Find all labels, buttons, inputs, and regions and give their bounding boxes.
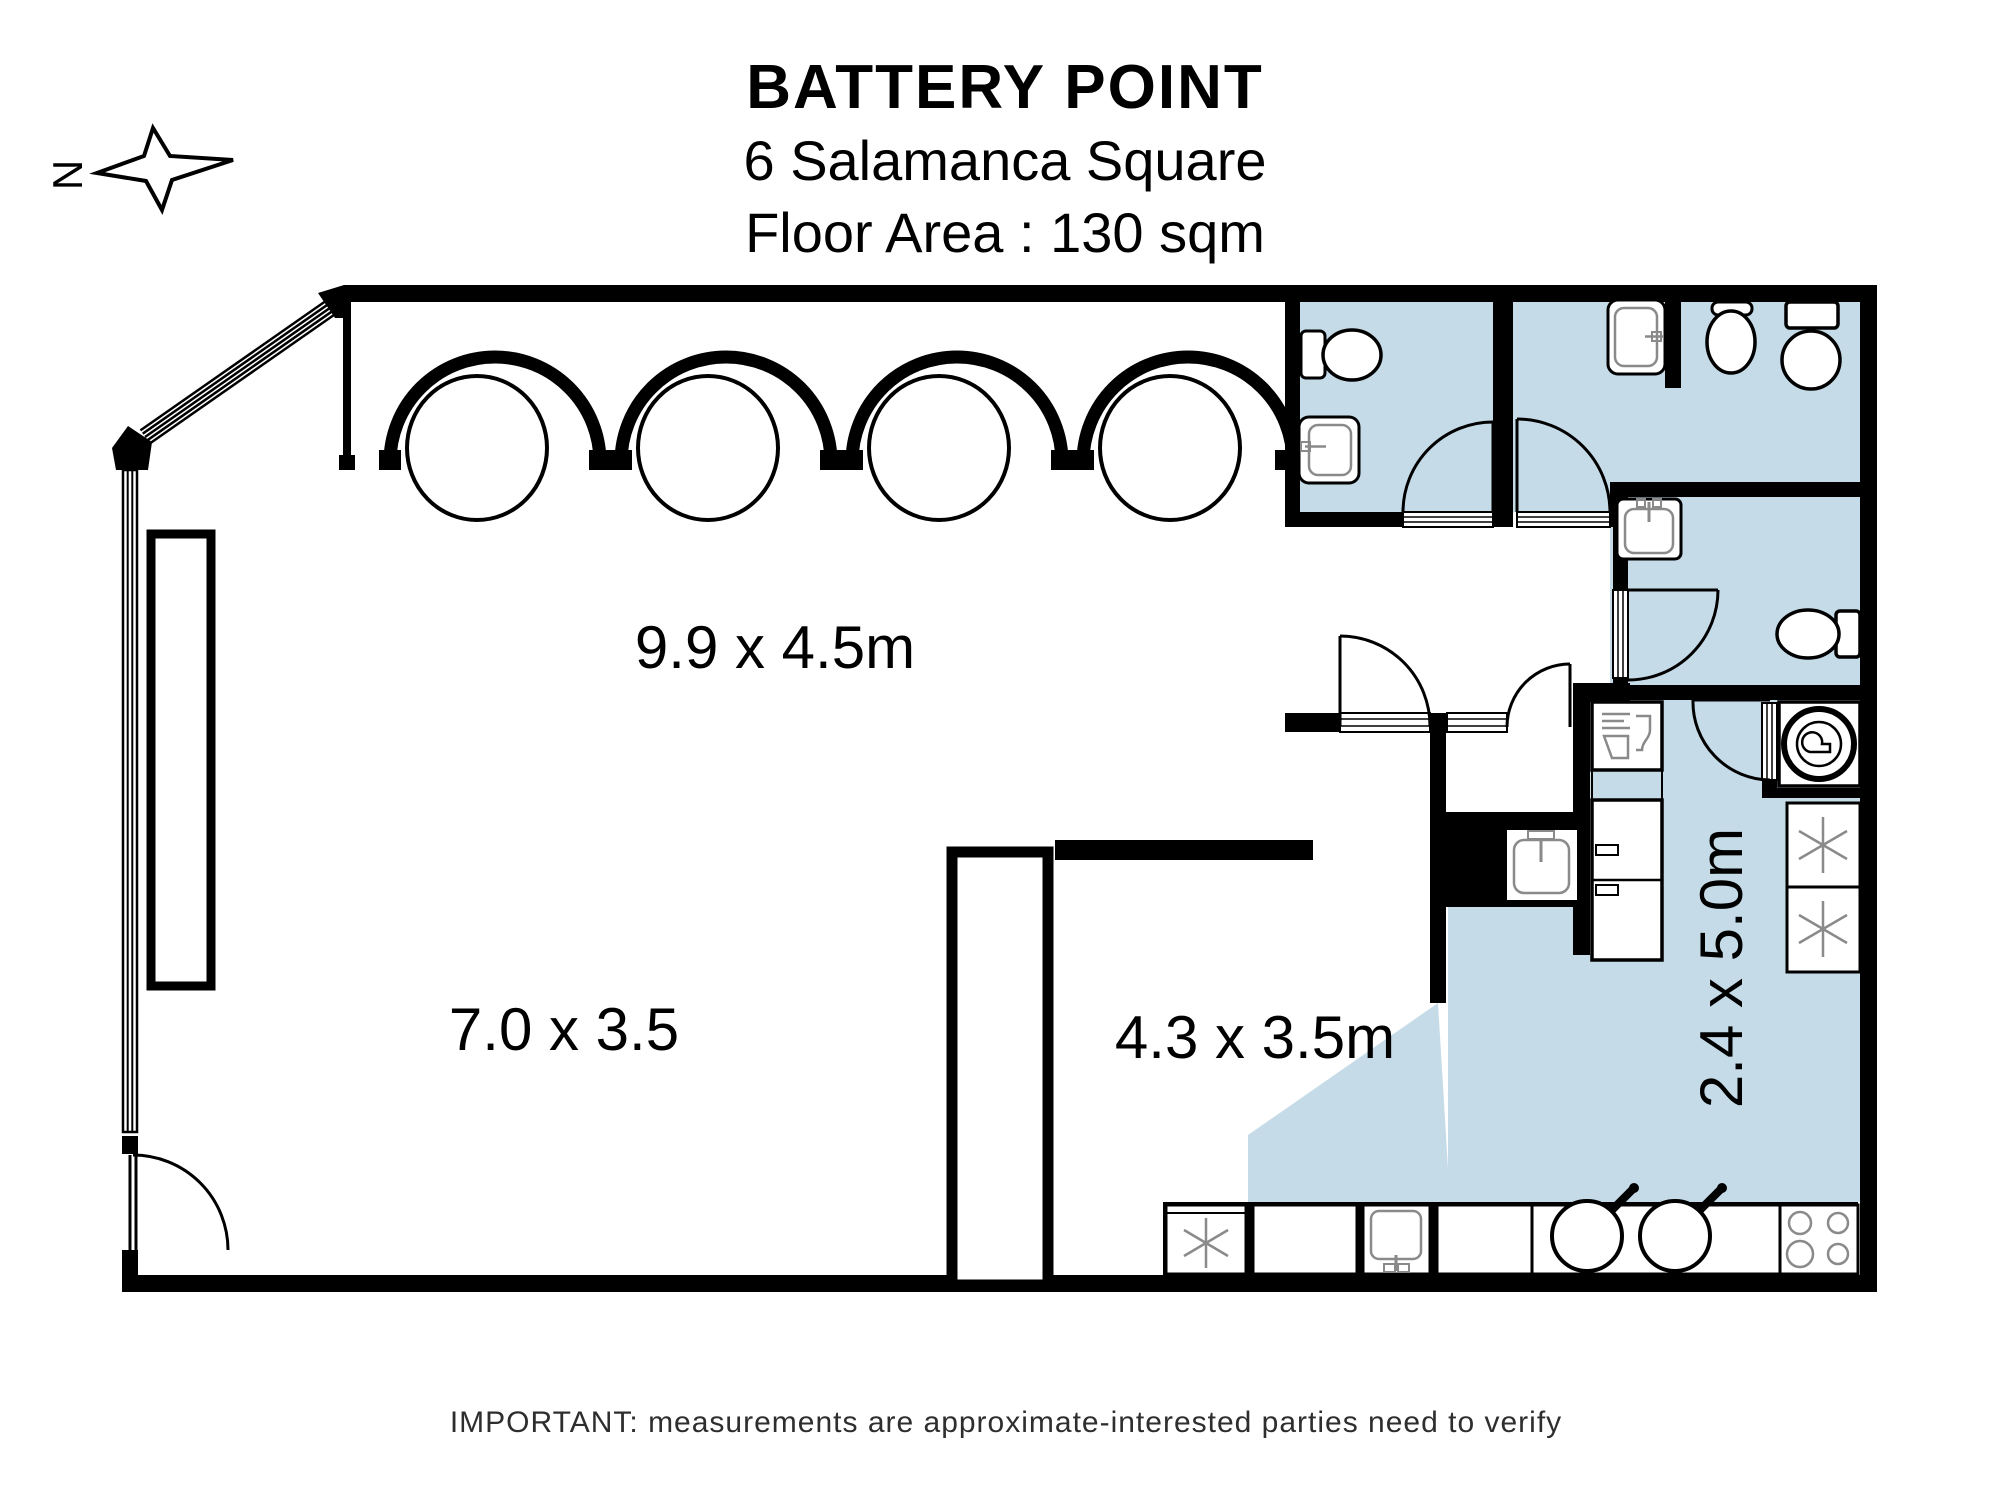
- toilet-icon: [1707, 302, 1755, 373]
- kitchen-counter-column: [1592, 702, 1662, 960]
- window-door-block: [122, 1136, 138, 1154]
- closet-sidelite: [1447, 713, 1507, 732]
- entry-corner-block: [122, 1250, 138, 1280]
- closet-door-swing: [1507, 664, 1570, 727]
- bathroom2-door-sill: [1517, 512, 1610, 527]
- fridge-freezer-icon: [1787, 887, 1860, 972]
- bathroom1-south-wall: [1285, 512, 1403, 527]
- footer-disclaimer: IMPORTANT: measurements are approximate-interested parties need to verify: [449, 1406, 1563, 1439]
- wc-south-wall: [1628, 685, 1863, 700]
- arched-window-icon: [379, 357, 611, 520]
- plan-address: 6 Salamanca Square: [743, 129, 1267, 192]
- counter-segment: [1437, 1205, 1532, 1274]
- freezer-icon: [1166, 1205, 1246, 1274]
- hall-door-sill: [1340, 713, 1430, 732]
- compass: [44, 128, 233, 210]
- left-room-dimension: 7.0 x 3.5: [448, 996, 680, 1063]
- middle-room-dimension: 4.3 x 3.5m: [1114, 1004, 1396, 1071]
- partition-wall: [952, 852, 1048, 1285]
- laundry-fixtures: [1779, 702, 1860, 972]
- washing-machine-icon: [1779, 702, 1860, 786]
- alcove-basin: [1507, 830, 1577, 900]
- toilet-icon: [1777, 610, 1860, 658]
- wc-north-wall: [1610, 482, 1863, 497]
- bench-seat: [151, 534, 211, 986]
- bathroom1-floor: [1285, 302, 1863, 512]
- arched-window-icon: [1072, 357, 1293, 520]
- bathroom1-west-wall: [1285, 302, 1300, 527]
- bathroom-divider-wall: [1493, 302, 1513, 527]
- left-shopfront-window: [123, 470, 137, 1132]
- toilet-icon: [1301, 330, 1381, 380]
- shopfront-pier: [343, 302, 351, 470]
- wc-door-sill: [1613, 590, 1628, 678]
- compass-star-icon: [97, 128, 233, 210]
- hand-basin-icon: [1617, 499, 1681, 559]
- dishwasher-icon: [1592, 702, 1662, 770]
- arched-window-icon: [610, 357, 842, 520]
- main-room-dimension: 9.9 x 4.5m: [634, 614, 916, 681]
- hand-basin-icon: [1608, 300, 1665, 374]
- hand-basin-icon: [1299, 417, 1359, 483]
- arched-window-icon: [841, 357, 1073, 520]
- kitchen-floor-west: [1448, 907, 1590, 1202]
- island-bar-wall: [1055, 840, 1313, 860]
- compass-north-label: N: [44, 159, 91, 191]
- counter-segment: [1253, 1205, 1357, 1274]
- toilet-icon: [1782, 302, 1840, 389]
- laundry-door-sill: [1762, 703, 1777, 780]
- laundry-south-wall: [1762, 788, 1863, 798]
- basin-stub-wall: [1665, 302, 1681, 388]
- cooktop-icon: [1780, 1205, 1858, 1274]
- kitchen-sink-icon: [1363, 1205, 1430, 1274]
- bathroom1-door-sill: [1403, 512, 1493, 527]
- hall-south-wall-a: [1285, 713, 1340, 732]
- arched-windows: [379, 357, 1293, 520]
- kitchen-dimension: 2.4 x 5.0m: [1688, 827, 1755, 1109]
- fridge-freezer-icon: [1787, 803, 1860, 887]
- entry-door-swing: [130, 1155, 228, 1250]
- plan-title: BATTERY POINT: [746, 53, 1264, 122]
- diagonal-shopfront-window: [140, 296, 341, 443]
- plan-floor-area: Floor Area : 130 sqm: [745, 201, 1265, 264]
- cabinet-icon: [1592, 800, 1662, 960]
